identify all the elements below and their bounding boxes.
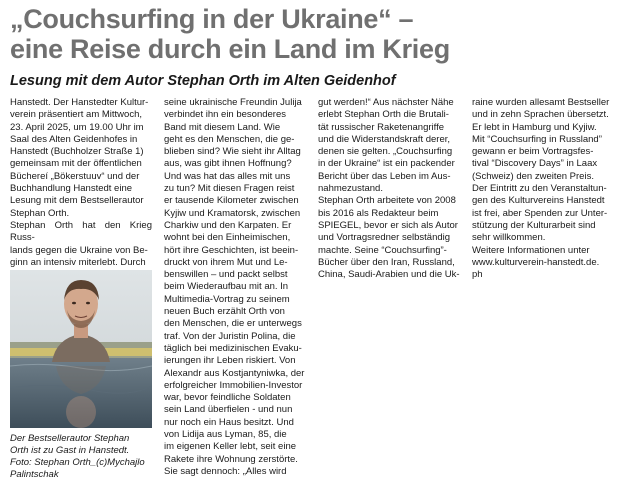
text-line: Stephan Orth. — [10, 207, 70, 219]
text-line: sein Land überfielen - und nun — [164, 404, 293, 416]
text-column-2 — [164, 97, 306, 478]
text-line: Der Eintritt zu den Veranstaltun- — [472, 183, 607, 195]
text-line: beim Wiederaufbau mit an. In — [164, 281, 289, 293]
text-line: Bericht über das Leben im Aus- — [318, 170, 451, 182]
caption-line: Orth ist zu Gast in Hanstedt. — [10, 445, 130, 456]
text-line: Weitere Informationen unter — [472, 244, 590, 256]
text-line: Stephan Orth arbeitete von 2008 — [318, 195, 456, 207]
text-line: gemeinsam mit der öffentlichen — [10, 158, 142, 170]
text-line: gen des Kulturvereins Hanstedt — [472, 195, 605, 207]
text-line: 23. April 2025, um 19.00 Uhr im — [10, 121, 144, 133]
text-line: zu tun? Mit diesen Fragen reist — [164, 183, 295, 195]
text-line: verbindet ihn ein besonderes — [164, 109, 287, 121]
text-line: in der Ukraine“ ist ein packender — [318, 158, 455, 170]
text-line: Charkiw und den Karpaten. Er — [164, 219, 292, 231]
text-line: und die Widerstandskraft derer, — [318, 133, 451, 145]
caption-line: Foto: Stephan Orth_(c)Mychajlo — [10, 457, 145, 468]
author-initials: ph — [472, 269, 483, 281]
text-line: und in zehn Sprachen übersetzt. — [472, 109, 609, 121]
text-line: von Lidija aus Lyman, 85, die — [164, 429, 287, 441]
text-line: Saal des Alten Geidenhofes in — [10, 133, 138, 145]
text-line: Stephan Orth hat den Krieg Russ- — [10, 219, 152, 244]
text-line: verein präsentiert am Mittwoch, — [10, 109, 142, 121]
text-line: nur noch ein Haus besitzt. Und — [164, 416, 294, 428]
text-line: erfolgreicher Immobilien-Investor — [164, 379, 303, 391]
text-column-3 — [318, 97, 460, 281]
text-line: Kyjiw und Kramatorsk, zwischen — [164, 207, 301, 219]
text-column-1 — [10, 97, 152, 269]
text-line: machte. Seine “Couchsurfing”- — [318, 244, 447, 256]
text-line: SPIEGEL, bevor er sich als Autor — [318, 219, 458, 231]
caption-line: Der Bestsellerautor Stephan — [10, 433, 130, 444]
text-line: druckt von ihrem Mut und Le- — [164, 256, 288, 268]
text-line: China, Saudi-Arabien und die Uk- — [318, 269, 460, 281]
text-line: Mit “Couchsurfing in Russland” — [472, 133, 602, 145]
article-subheadline: Lesung mit dem Autor Stephan Orth im Alten Geidenhof — [10, 73, 396, 89]
text-column-4 — [472, 97, 610, 281]
text-line: Er lebt in Hamburg und Kyjiw. — [472, 121, 597, 133]
text-line: stützung der Kulturarbeit sind — [472, 219, 596, 231]
text-line: hört ihre Geschichten, ist beein- — [164, 244, 299, 256]
text-line: er tausende Kilometer zwischen — [164, 195, 299, 207]
article-headline — [10, 4, 610, 64]
text-line: (Schweiz) den zweiten Preis. — [472, 170, 594, 182]
text-line: Band mit diesem Land. Wie — [164, 121, 281, 133]
text-line: Büchereí „Bökerstuuv“ und der — [10, 170, 140, 182]
text-line: sehr willkommen. — [472, 232, 546, 244]
text-line: bis 2016 als Redakteur beim — [318, 207, 439, 219]
text-line: Und was hat das alles mit uns — [164, 170, 291, 182]
photo-caption — [10, 433, 154, 481]
text-line: geht es den Menschen, die ge- — [164, 133, 295, 145]
text-line: benswillen – und packt selbst — [164, 269, 288, 281]
text-line: erlebt Stephan Orth die Brutali- — [318, 109, 449, 121]
text-line: ist frei, aber Spenden zur Unter- — [472, 207, 608, 219]
text-line: denen sie gelten. „Couchsurfing — [318, 146, 453, 158]
text-line: Rakete ihre Wohnung zerstörte. — [164, 453, 298, 465]
text-line: tival “Discovery Days” in Laax — [472, 158, 598, 170]
text-line: blieben sind? Wie sieht ihr Alltag — [164, 146, 301, 158]
text-line: Hanstedt (Buchholzer Straße 1) — [10, 146, 144, 158]
text-line: Lesung mit dem Bestsellerautor — [10, 195, 144, 207]
text-line: gewann er beim Vortragsfes- — [472, 146, 594, 158]
text-line: seine ukrainische Freundin Julija — [164, 97, 302, 108]
text-line: Multimedia-Vortrag zu seinem — [164, 293, 290, 305]
text-line: aus, was gibt ihnen Hoffnung? — [164, 158, 292, 170]
text-line: lands gegen die Ukraine von Be- — [10, 244, 148, 256]
website-link[interactable]: www.kulturverein-hanstedt.de. — [472, 256, 600, 268]
caption-line: Palintschak — [10, 469, 59, 480]
text-line: Sie sagt dennoch: „Alles wird — [164, 465, 287, 477]
text-line: nahmezustand. — [318, 183, 383, 195]
text-line: wohnt bei den Einheimischen, — [164, 232, 291, 244]
author-photo — [10, 270, 152, 428]
headline-line-1: „Couchsurfing in der Ukraine“ – — [10, 4, 414, 34]
text-line: den Menschen, die er unterwegs — [164, 318, 302, 330]
text-line: und Vortragsredner selbständig — [318, 232, 451, 244]
text-line: neuen Buch erzählt Orth von — [164, 306, 285, 318]
text-line: war, bevor feindliche Soldaten — [164, 392, 291, 404]
author-portrait-image — [10, 270, 152, 428]
text-line: Alexandr aus Kostjantyniwka, der — [164, 367, 305, 379]
text-line: ierungen ihr Leben riskiert. Von — [164, 355, 296, 367]
text-line: traf. Von der Juristin Polina, die — [164, 330, 296, 342]
text-line: tät russischer Raketenangriffe — [318, 121, 445, 133]
text-line: Bücher über den Iran, Russland, — [318, 256, 455, 268]
text-line: gut werden!“ Aus nächster Nähe — [318, 97, 454, 108]
text-line: Hanstedt. Der Hanstedter Kultur- — [10, 97, 149, 108]
text-line: ginn an intensiv miterlebt. Durch — [10, 256, 146, 268]
text-line: täglich bei medizinischen Evaku- — [164, 342, 302, 354]
text-line: im eigenen Keller lebt, seit eine — [164, 441, 297, 453]
text-line: Buchhandlung Hanstedt eine — [10, 183, 133, 195]
text-line: raine wurden allesamt Bestseller — [472, 97, 610, 108]
headline-line-2: eine Reise durch ein Land im Krieg — [10, 34, 450, 64]
